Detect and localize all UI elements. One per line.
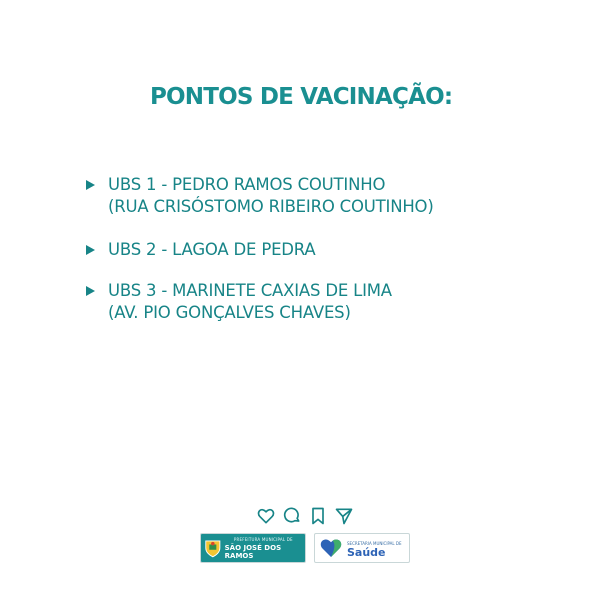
triangle-bullet-icon [86, 245, 95, 255]
footer-logos [200, 532, 414, 564]
location-name: UBS 1 - PEDRO RAMOS COUTINHO [108, 175, 386, 194]
prefeitura-small-label: PREFEITURA MUNICIPAL DE [233, 537, 293, 542]
saude-logo [314, 533, 410, 563]
list-item [86, 280, 566, 324]
prefeitura-logo [200, 533, 306, 563]
saude-name: Saúde [347, 546, 386, 559]
prefeitura-name: SÃO JOSÉ DOS RAMOS [224, 544, 282, 560]
vaccination-locations-list [86, 174, 566, 345]
page-title: PONTOS DE VACINAÇÃO: [150, 84, 453, 110]
location-name: UBS 3 - MARINETE CAXIAS DE LIMA [108, 281, 392, 300]
saude-small-label: SECRETARIA MUNICIPAL DE [347, 541, 402, 546]
social-actions [256, 504, 360, 528]
location-address: (AV. PIO GONÇALVES CHAVES) [108, 303, 351, 322]
bookmark-icon[interactable] [308, 506, 328, 526]
send-icon[interactable] [334, 506, 354, 526]
heart-logo-icon [319, 537, 343, 559]
list-item [86, 239, 566, 261]
triangle-bullet-icon [86, 180, 95, 190]
location-address: (RUA CRISÓSTOMO RIBEIRO COUTINHO) [108, 197, 434, 216]
comment-icon[interactable] [282, 506, 302, 526]
triangle-bullet-icon [86, 286, 95, 296]
list-item [86, 174, 566, 218]
heart-icon[interactable] [256, 506, 276, 526]
city-crest-icon [204, 537, 222, 559]
location-name: UBS 2 - LAGOA DE PEDRA [108, 240, 316, 259]
